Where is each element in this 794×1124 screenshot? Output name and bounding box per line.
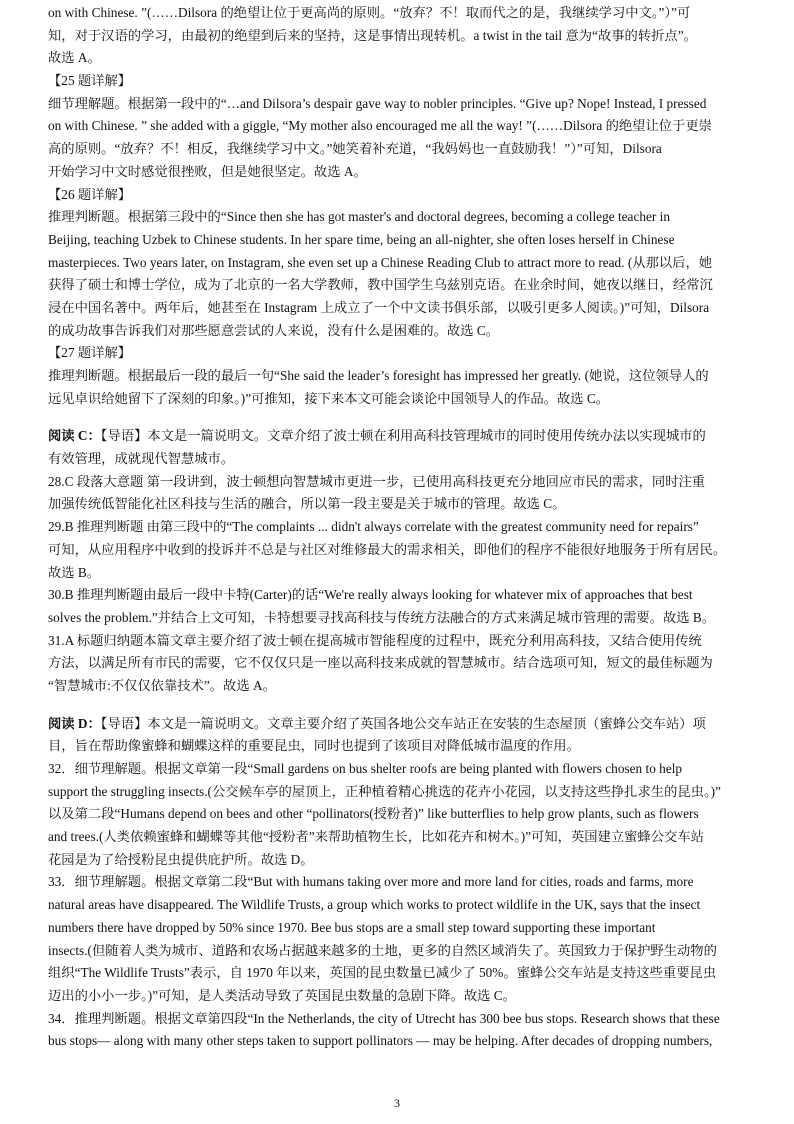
line-text: 31.A 标题归纳题本篇文章主要介绍了波士顿在提高城市智能程度的过程中，既充分利用高科技，又结合使用传统: [48, 632, 702, 648]
line-text: 以及第二段“Humans depend on bees and other “pollinators(授粉者)” like butterflies to help grow plants, such as flowers: [48, 806, 699, 822]
text-line: [48, 93, 751, 116]
text-line: [48, 297, 751, 320]
line-text: 【27 题详解】: [48, 345, 132, 361]
line-text: 花园是为了给授粉昆虫提供庇护所。故选 D。: [48, 851, 314, 867]
text-line: [48, 940, 751, 963]
text-line: [48, 274, 751, 297]
line-text: 28.C 段落大意题 第一段讲到，波士顿想向智慧城市更进一步，已使用高科技更充分地回应市民的需求，同时注重: [48, 473, 706, 489]
text-line: [48, 138, 751, 161]
text-line: [48, 630, 751, 653]
page-number: 3: [394, 1096, 400, 1110]
line-text: 获得了硕士和博士学位，成为了北京的一名大学教师，教中国学生乌兹别克语。在业余时间，她夜以继日，经常沉: [48, 277, 713, 293]
line-text: 故选 A。: [48, 50, 101, 66]
text-line: [48, 735, 751, 758]
text-line: [48, 713, 751, 736]
line-text: 【25 题详解】: [48, 73, 132, 89]
line-text: and trees.(人类依赖蜜蜂和蝴蝶等其他“授粉者”来帮助植物生长，比如花卉和树木。)”可知，英国建立蜜蜂公交车站: [48, 829, 704, 845]
text-line: [48, 826, 751, 849]
text-line: [48, 47, 751, 70]
line-text: 开始学习中文时感觉很挫败，但是她很坚定。故选 A。: [48, 163, 367, 179]
line-text: 浸在中国名著中。两年后，她甚至在 Instagram 上成立了一个中文读书俱乐部，以吸引更多人阅读。)”可知，Dilsora: [48, 299, 710, 315]
text-line: [48, 675, 751, 698]
line-text: solves the problem.”并结合上文可知，卡特想要寻找高科技与传统方法融合的方式来满足城市管理的需要。故选 B。: [48, 609, 716, 625]
line-text: support the struggling insects.(公交候车亭的屋顶上，正种植着精心挑选的花卉小花园，以支持这些挣扎求生的昆虫。)”: [48, 783, 721, 799]
line-text: 方法，以满足所有市民的需要，它不仅仅只是一座以高科技来成就的智慧城市。结合选项可知，短文的最佳标题为: [48, 655, 713, 671]
line-text: 远见卓识给她留下了深刻的印象。)”可推知，接下来本文可能会谈论中国领导人的作品。故选 C。: [48, 390, 610, 406]
line-text: 故选 B。: [48, 564, 101, 580]
text-line: [48, 252, 751, 275]
text-line: [48, 365, 751, 388]
text-line: [48, 781, 751, 804]
text-line: [48, 320, 751, 343]
text-line: [48, 471, 751, 494]
text-line: [48, 871, 751, 894]
text-line: [48, 584, 751, 607]
line-text: masterpieces. Two years later, on Instagram, she even set up a Chinese Reading Club to attract more to read. (从那以后，她: [48, 254, 713, 270]
text-line: [48, 985, 751, 1008]
text-line: [48, 917, 751, 940]
line-text: natural areas have disappeared. The Wildlife Trusts, a group which works to protect wildlife in the UK, says that the insect: [48, 897, 701, 913]
line-text: 推理判断题。根据第三段中的“Since then she has got master's and doctoral degrees, becoming a college teacher in: [48, 209, 671, 225]
line-text: 推理判断题。根据最后一段的最后一句“She said the leader’s foresight has impressed her greatly. (她说，这位领导人的: [48, 368, 709, 383]
text-line: [48, 161, 751, 184]
section: [48, 713, 751, 1053]
line-text: 【导语】本文是一篇说明文。文章主要介绍了英国各地公交车站正在安装的生态屋顶（蜜蜂公交车站）项: [100, 715, 706, 731]
text-line: [48, 1008, 751, 1031]
text-line: [48, 184, 751, 207]
text-line: [48, 562, 751, 585]
line-text: 【26 题详解】: [48, 186, 132, 202]
text-line: [48, 516, 751, 539]
text-line: [48, 425, 751, 448]
line-text: 32．细节理解题。根据文章第一段“Small gardens on bus shelter roofs are being planted with flowers chosen to help: [48, 761, 683, 776]
line-text: 组织“The Wildlife Trusts”表示，自 1970 年以来，英国的昆虫数量已减少了 50%。蜜蜂公交车站是支持这些重要昆虫: [48, 965, 717, 981]
section-gap: [48, 410, 751, 425]
text-line: [48, 2, 751, 25]
line-text: insects.(但随着人类为城市、道路和农场占据越来越多的土地，更多的自然区域消失了。英国致力于保护野生动物的: [48, 942, 717, 958]
line-text: on with Chinese. ” she added with a giggle, “My mother also encouraged me all the way! ”(……Dilsora 的绝望让位于更崇: [48, 118, 712, 134]
text-line: [48, 803, 751, 826]
text-line: [48, 652, 751, 675]
line-text: 高的原则。“放弃？不！相反，我继续学习中文。”她笑着补充道，“我妈妈也一直鼓励我！”）”可知，Dilsora: [48, 141, 662, 157]
section: [48, 2, 751, 410]
text-line: [48, 962, 751, 985]
line-text: 29.B 推理判断题 由第三段中的“The complaints ... didn't always correlate with the greatest community need for repairs”: [48, 519, 699, 535]
text-line: [48, 894, 751, 917]
text-line: [48, 388, 751, 411]
line-text: 的成功故事告诉我们对那些愿意尝试的人来说，没有什么是困难的。故选 C。: [48, 322, 499, 338]
text-line: [48, 607, 751, 630]
text-line: [48, 448, 751, 471]
document-body: [48, 2, 751, 1053]
line-text: 加强传统低智能化社区科技与生活的融合，所以第一段主要是关于城市的管理。故选 C。: [48, 496, 566, 512]
line-text: bus stops— along with many other steps taken to support pollinators — may be helping. After decades of dropping numbers,: [48, 1033, 713, 1049]
text-line: [48, 70, 751, 93]
text-line: [48, 206, 751, 229]
section-heading: 阅读 D：: [48, 715, 101, 731]
text-line: [48, 758, 751, 781]
text-line: [48, 342, 751, 365]
line-text: 可知，从应用程序中收到的投诉并不总是与社区对维修最大的需求相关，即他们的程序不能很好地服务于所有居民。: [48, 541, 727, 557]
line-text: 迈出的小小一步。)”可知，是人类活动导致了英国昆虫数量的急剧下降。故选 C。: [48, 987, 516, 1003]
text-line: [48, 229, 751, 252]
line-text: 细节理解题。根据第一段中的“…and Dilsora’s despair gave way to nobler principles. “Give up? Nope! Instead, I pressed: [48, 95, 707, 111]
line-text: 34．推理判断题。根据文章第四段“In the Netherlands, the city of Utrecht has 300 bee bus stops. Research shows that these: [48, 1010, 720, 1026]
line-text: 30.B 推理判断题由最后一段中卡特(Carter)的话“We're really always looking for whatever mix of approaches that best: [48, 587, 693, 603]
line-text: on with Chinese. ”(……Dilsora 的绝望让位于更高尚的原则。“放弃？不！取而代之的是，我继续学习中文。”）”可: [48, 5, 691, 20]
line-text: “智慧城市:不仅仅依靠技术”。故选 A。: [48, 677, 276, 693]
line-text: 目，旨在帮助像蜜蜂和蝴蝶这样的重要昆虫，同时也提到了该项目对降低城市温度的作用。: [48, 738, 580, 754]
line-text: 33．细节理解题。根据文章第二段“But with humans taking over more and more land for cities, roads and farms, more: [48, 874, 694, 890]
line-text: 【导语】本文是一篇说明文。文章介绍了波士顿在利用高科技管理城市的同时使用传统办法以实现城市的: [100, 428, 706, 444]
text-line: [48, 25, 751, 48]
line-text: 有效管理，成就现代智慧城市。: [48, 451, 235, 467]
text-line: [48, 1030, 751, 1053]
text-line: [48, 493, 751, 516]
line-text: Beijing, teaching Uzbek to Chinese students. In her spare time, being an all-nighter, she often loses herself in Chinese: [48, 231, 675, 247]
line-text: 知，对于汉语的学习，由最初的绝望到后来的坚持，这是事情出现转机。a twist in the tail 意为“故事的转折点”。: [48, 27, 697, 43]
text-line: [48, 849, 751, 872]
section-gap: [48, 698, 751, 713]
text-line: [48, 115, 751, 138]
section: [48, 425, 751, 697]
section-heading: 阅读 C：: [48, 428, 101, 444]
text-line: [48, 539, 751, 562]
line-text: numbers there have dropped by 50% since 1970. Bee bus stops are a small step toward supporting these important: [48, 919, 656, 935]
